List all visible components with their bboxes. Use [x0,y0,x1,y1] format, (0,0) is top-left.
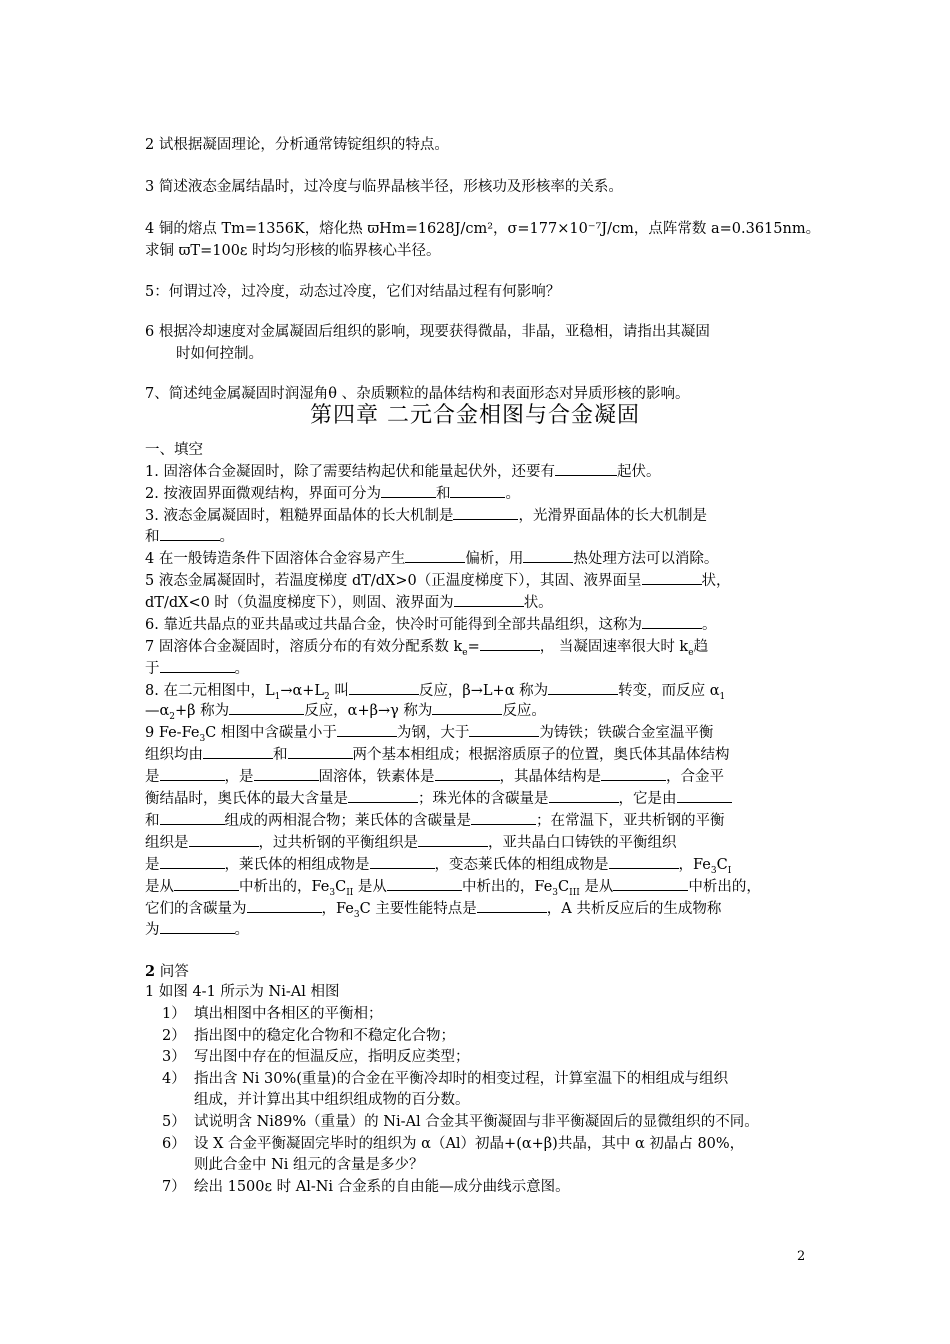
blank[interactable] [381,484,436,498]
fill-6: 6. 靠近共晶点的亚共晶或过共晶合金，快冷时可能得到全部共晶组织，这称为 。 [145,617,717,633]
blank[interactable] [677,789,732,803]
qa-1-item: 7） [162,1179,186,1195]
fill-1: 1. 固溶体合金凝固时，除了需要结构起伏和能量起伏外，还要有 起伏。 [145,464,661,480]
blank[interactable] [160,767,225,781]
blank[interactable] [548,681,618,695]
question-2: 2 试根据凝固理论，分析通常铸锭组织的特点。 [145,137,449,153]
qa-1-title: 1 如图 4-1 所示为 Ni-Al 相图 [145,984,340,1000]
fill-5-cont: dT/dX<0 时（负温度梯度下），则固、液界面为 状。 [145,595,553,611]
question-3: 3 简述液态金属结晶时，过冷度与临界晶核半径，形核功及形核率的关系。 [145,179,623,195]
question-6-line2: 时如何控制。 [176,346,263,362]
qa-1-item: 6） [162,1136,186,1152]
fill-3: 3. 液态金属凝固时，粗糙界面晶体的长大机制是 ，光滑界面晶体的长大机制是 [145,508,707,524]
qa-1-item-text: 指出图中的稳定化合物和不稳定化合物； [194,1028,455,1044]
blank[interactable] [229,701,304,715]
blank[interactable] [642,571,702,585]
question-6-line1: 6 根据冷却速度对金属凝固后组织的影响，现要获得微晶，非晶，亚稳相，请指出其凝固 [145,324,710,340]
qa-1-item: 3） [162,1049,186,1065]
question-5: 5：何谓过冷，过冷度，动态过冷度，它们对结晶过程有何影响？ [145,284,561,300]
blank[interactable] [453,506,518,520]
fill-7-cont: 于 。 [145,661,249,677]
blank[interactable] [549,789,619,803]
blank[interactable] [555,462,617,476]
qa-1-item: 1） [162,1006,186,1022]
qa-1-item-text: 试说明含 Ni89%（重量）的 Ni-Al 合金其平衡凝固与非平衡凝固后的显微组织的不同。 [194,1114,759,1130]
section-qa-title: 2 问答 [145,963,189,980]
blank[interactable] [203,745,273,759]
blank[interactable] [160,659,235,673]
blank[interactable] [523,549,573,563]
qa-1-item-text: 则此合金中 Ni 组元的含量是多少？ [194,1157,424,1173]
blank[interactable] [160,920,235,934]
fill-9-line4: 衡结晶时，奥氏体的最大含量是 ；珠光体的含碳量是 ，它是由 [145,789,810,810]
page-number: 2 [797,1249,806,1264]
blank[interactable] [435,767,500,781]
fill-2: 2. 按液固界面微观结构，界面可分为 和 。 [145,486,520,502]
blank[interactable] [432,701,502,715]
blank[interactable] [454,593,524,607]
qa-1-item-text: 组成，并计算出其中组织组成物的百分数。 [194,1092,470,1108]
question-4-line2: 求铜 ϖT=100ε 时均匀形核的临界核心半径。 [145,243,441,259]
fill-9-line10: 为 。 [145,922,249,938]
blank[interactable] [613,877,688,891]
qa-1-item-text: 填出相图中各相区的平衡相； [194,1006,383,1022]
fill-9-line3: 是 ，是 固溶体，铁素体是 ，其晶体结构是 ，合金平 [145,769,724,785]
qa-1-item-text: 指出含 Ni 30%(重量)的合金在平衡冷却时的相变过程，计算室温下的相组成与组织 [194,1071,729,1087]
blank[interactable] [477,899,547,913]
qa-1-item-text: 设 X 合金平衡凝固完毕时的组织为 α（Al）初晶+(α+β)共晶，其中 α 初晶占 80%， [194,1136,745,1152]
fill-9-line6: 组织是 ，过共析钢的平衡组织是 ，亚共晶白口铸铁的平衡组织 [145,835,677,851]
question-7: 7、简述纯金属凝固时润湿角θ 、杂质颗粒的晶体结构和表面形态对异质形核的影响。 [145,386,690,402]
blank[interactable] [174,877,239,891]
fill-4: 4 在一般铸造条件下固溶体合金容易产生 偏析，用 热处理方法可以消除。 [145,551,719,567]
blank[interactable] [450,484,505,498]
section-fill-title: 一、填空 [145,442,203,458]
blank[interactable] [469,723,539,737]
blank[interactable] [189,833,259,847]
fill-5: 5 液态金属凝固时，若温度梯度 dT/dX>0（正温度梯度下），其固、液界面呈 状， [145,573,731,589]
qa-1-item-text: 绘出 1500ε 时 Al-Ni 合金系的自由能—成分曲线示意图。 [194,1179,570,1195]
blank[interactable] [609,855,679,869]
blank[interactable] [642,615,702,629]
blank[interactable] [254,767,319,781]
blank[interactable] [480,637,540,651]
blank[interactable] [288,745,353,759]
fill-9-line8: 是从 中析出的，$Fe_3C_{II}$ 是从 中析出的，$Fe_3C_{III}$ 是从 中析出的， [145,879,761,898]
fill-9-line7: 是 ，莱氏体的相组成物是 ，变态莱氏体的相组成物是 ，$Fe_3C_I$ [145,857,732,876]
blank[interactable] [160,811,225,825]
blank[interactable] [337,723,397,737]
qa-1-item: 4） [162,1071,186,1087]
blank[interactable] [247,899,322,913]
chapter-title: 第四章 二元合金相图与合金凝固 [310,403,640,428]
blank[interactable] [387,877,462,891]
fill-8-cont: $—\alpha_2+\beta$ 称为 反应，α+β→γ 称为 反应。 [145,703,546,722]
fill-8: 8. 在二元相图中，$L_1\to\alpha+L_2$ 叫 反应，β→L+α 称为 转变，而反应 $\alpha_1$ [145,683,726,702]
qa-1-item: 5） [162,1114,186,1130]
qa-1-item-text: 写出图中存在的恒温反应，指明反应类型； [194,1049,470,1065]
blank[interactable] [160,527,220,541]
blank[interactable] [418,833,488,847]
fill-9-line9: 它们的含碳量为 ，$Fe_3C$ 主要性能特点是 ，A 共析反应后的生成物称 [145,901,722,920]
fill-9: 9 $Fe-Fe_3C$ 相图中含碳量小于 为钢，大于 为铸铁；铁碳合金室温平衡 [145,725,714,744]
qa-1-item: 2） [162,1028,186,1044]
blank[interactable] [348,789,418,803]
blank[interactable] [349,681,419,695]
blank[interactable] [370,855,435,869]
fill-9-line2: 组织均由 和 两个基本相组成；根据溶质原子的位置，奥氏体其晶体结构 [145,747,730,763]
blank[interactable] [601,767,666,781]
fill-3-cont: 和 。 [145,529,234,545]
question-4-line1: 4 铜的熔点 Tm=1356K，熔化热 ϖHm=1628J/cm²，σ=177×10⁻⁷J/cm，点阵常数 a=0.3615nm。 [145,221,821,237]
fill-7: 7 固溶体合金凝固时，溶质分布的有效分配系数 $k_e=$ ， 当凝固速率很大时 $k_e$趋 [145,639,709,658]
blank[interactable] [160,855,225,869]
blank[interactable] [471,811,536,825]
fill-9-line5: 和 组成的两相混合物；莱氏体的含碳量是 ；在常温下，亚共析钢的平衡 [145,813,725,829]
blank[interactable] [405,549,465,563]
